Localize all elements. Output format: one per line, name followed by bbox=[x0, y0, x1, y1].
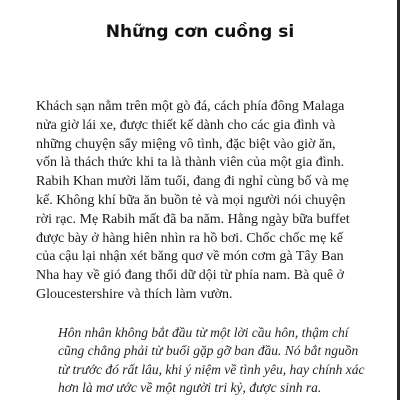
paragraph-line: kế. Không khí bữa ăn buồn tẻ và mọi người nói chuyện bbox=[36, 192, 346, 208]
paragraph-line: Nha hay về gió đang thổi dữ dội từ phía nam. Bà quê ở bbox=[36, 268, 344, 284]
paragraph-line: những chuyện sẩy miệng vô tình, đặc biệt vào giờ ăn, bbox=[36, 136, 336, 152]
paragraph-line: Gloucestershire và thích làm vườn. bbox=[36, 286, 233, 302]
paragraph-line: của cậu lại nhận xét băng quơ về món cơm gà Tây Ban bbox=[36, 249, 344, 265]
italic-quote bbox=[58, 324, 378, 398]
quote-line: hơn là mơ ước về một người tri kỷ, được sinh ra. bbox=[58, 380, 322, 396]
quote-line: từ trước đó rất lâu, khi ý niệm về tình yêu, hay chính xác bbox=[58, 361, 365, 377]
paragraph-line: vốn là thách thức khi ta là thành viên của một gia đình. bbox=[36, 155, 345, 171]
quote-line: Hôn nhân không bắt đầu từ một lời cầu hôn, thậm chí bbox=[58, 325, 349, 340]
paragraph-line: Khách sạn nằm trên một gò đá, cách phía đông Malaga bbox=[36, 99, 345, 114]
quote-line: cũng chẳng phải từ buổi gặp gỡ ban đầu. Nó bắt nguồn bbox=[58, 343, 359, 359]
paragraph-line: rời rạc. Mẹ Rabih mất đã ba năm. Hằng ngày bữa buffet bbox=[36, 211, 350, 227]
chapter-title: Những cơn cuồng si bbox=[105, 22, 295, 42]
paragraph-line: được bày ở hàng hiên nhìn ra hồ bơi. Chốc chốc mẹ kế bbox=[36, 230, 343, 246]
paragraph-line: nửa giờ lái xe, được thiết kế dành cho các gia đình và bbox=[36, 117, 336, 133]
paragraph-line: Rabih Khan mười lăm tuổi, đang đi nghỉ cùng bố và mẹ bbox=[36, 174, 349, 190]
body-paragraph bbox=[36, 98, 376, 305]
